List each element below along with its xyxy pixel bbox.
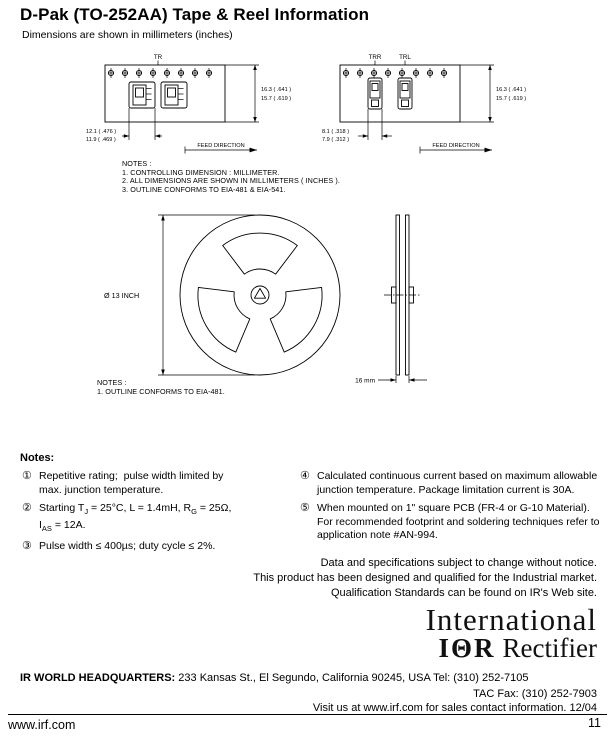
tape-drawing-trr-trl [320,50,534,162]
footnote-number: ③ [22,540,32,553]
page-title: D-Pak (TO-252AA) Tape & Reel Information [20,5,370,24]
tape-width-mm: 16.3 ( .641 ) [496,87,527,93]
footnote-text: Pulse width ≤ 400µs; duty cycle ≤ 2%. [39,540,216,553]
note-line: 1. OUTLINE CONFORMS TO EIA-481. [97,386,225,396]
logo-rectifier: Rectifier [502,633,597,663]
dimensions-note: Dimensions are shown in millimeters (inches) [22,29,233,41]
sprocket-holes [343,68,446,78]
notes-heading: NOTES : [97,378,127,387]
visit-line [313,702,597,714]
footnote-number: ④ [300,470,310,482]
revision-date: 12/04 [569,702,597,714]
reel-width-dimension [355,376,427,385]
pocket-width-dimension [86,108,162,143]
footnote-number: ① [22,470,32,482]
tape-width-dimension [460,65,526,122]
note-line: 2. ALL DIMENSIONS ARE SHOWN IN MILLIMETERS ( INCHES ). [122,176,341,186]
disclaimer-line: Qualification Standards can be found on IR's Web site. [330,587,597,599]
pocket-width-mm: 12.1 ( .476 ) [86,129,117,135]
pocket-width-dimension [322,109,392,143]
footnote-number: ② [22,502,32,514]
tape-variant-label-trl: TRL [399,54,411,61]
fax-line: TAC Fax: (310) 252-7903 [473,688,597,700]
notes-heading: NOTES : [122,159,152,168]
headquarters-address: 233 Kansas St., El Segundo, California 90245, USA Tel: (310) 252-7105 [178,672,529,684]
footnote-text: Calculated continuous current based on maximum allowable junction temperature. Package limitation current is 30A. [317,470,598,496]
footnote-4 [300,470,605,497]
footer-divider [8,714,607,715]
note-line: 3. OUTLINE CONFORMS TO EIA-481 & EIA-541. [122,184,286,194]
tape-variant-label: TR [153,54,163,61]
footnote-text: Starting $T_J = 25^\circ C$, L = 1.4mH, $R_G = 25\Omega$, $I_{AS} = 12A$. [39,502,232,533]
reel-notes [97,379,225,396]
logo-international: International [425,602,597,637]
pocket-width-in: 7.9 ( .312 ) [322,137,350,143]
tape-width-mm: 16.3 ( .641 ) [261,87,292,93]
carrier-pockets [129,82,187,108]
reel-diameter-label: Ø 13 INCH [104,291,140,300]
footnotes-heading: Notes: [20,452,55,464]
footnote-number: ⑤ [300,502,310,514]
reel-width-label: 16 mm [355,377,375,385]
feed-direction-label: FEED DIRECTION [197,143,245,149]
feed-direction-label: FEED DIRECTION [432,143,480,149]
footnotes-left-column [22,470,288,559]
footnote-5 [300,502,605,543]
note-line: 1. CONTROLLING DIMENSION : MILLIMETER. [122,167,280,177]
reel-side-view [384,215,421,375]
footnote-3 [22,540,288,554]
hub-key-hole [254,289,265,299]
ior-logo-mark: IΘR [438,633,496,663]
feed-direction [420,143,492,154]
footnotes-right-column [300,470,605,548]
page-number: 11 [588,716,601,730]
tape-width-in: 15.7 ( .619 ) [496,96,527,102]
disclaimer-line: Data and specifications subject to change without notice. [320,557,597,569]
tape-notes [122,160,340,194]
pocket-width-in: 11.9 ( .469 ) [86,137,116,143]
visit-text: Visit us at www.irf.com for sales contact information. [312,702,567,714]
tape-width-dimension [225,65,291,122]
disclaimer-line: This product has been designed and qualified for the Industrial market. [253,572,597,584]
footnote-text: When mounted on 1" square PCB (FR-4 or G-10 Material). For recommended footprint and soldering techniques refer to application note #AN-994. [317,502,600,541]
disclaimer [253,556,597,601]
headquarters-label: IR WORLD HEADQUARTERS: [20,672,176,684]
tape-variant-label-trr: TRR [368,54,382,61]
tape-drawing-tr [85,50,299,162]
sprocket-holes [108,68,211,78]
tape-width-in: 15.7 ( .619 ) [261,96,292,102]
feed-direction [185,143,257,154]
footnote-1 [22,470,288,497]
footnote-2 [22,502,288,535]
reel-front-view [180,215,340,375]
pocket-width-mm: 8.1 ( .318 ) [322,129,350,135]
headquarters-line [20,672,602,684]
reel-drawing [90,203,490,391]
logo-rectifier-line [426,634,597,662]
footnote-text: Repetitive rating; pulse width limited by max. junction temperature. [39,470,224,496]
carrier-pockets [368,78,412,109]
footer-url: www.irf.com [8,718,76,732]
company-logo [426,604,597,662]
